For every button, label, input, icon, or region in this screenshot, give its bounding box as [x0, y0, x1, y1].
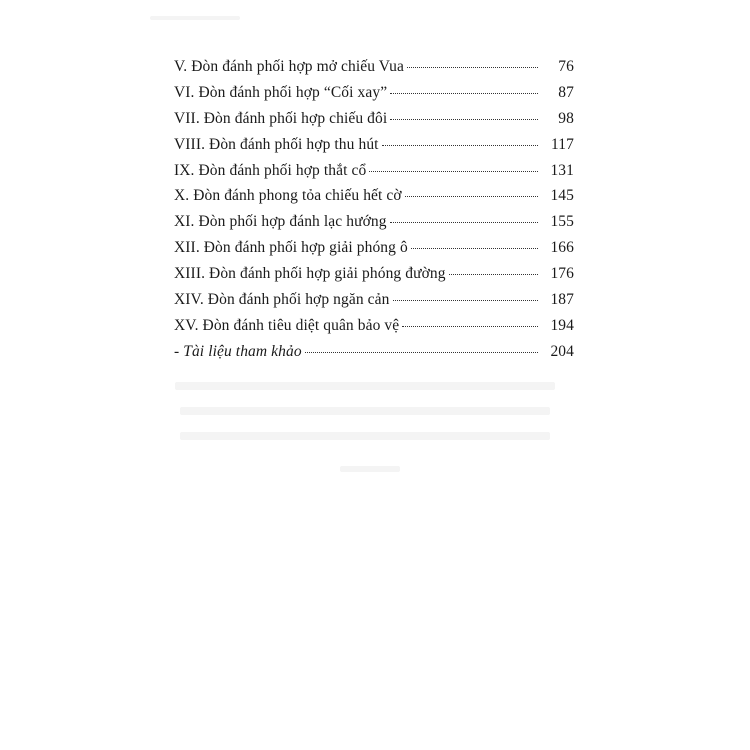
dot-leader	[390, 93, 538, 94]
toc-entry-page-number: 145	[550, 187, 574, 205]
toc-entry	[174, 239, 574, 265]
dot-leader	[305, 352, 538, 353]
dot-leader	[390, 119, 538, 120]
toc-entry	[174, 110, 574, 136]
toc-entry-title: V. Đòn đánh phối hợp mở chiếu Vua	[174, 58, 405, 75]
dot-leader	[390, 222, 538, 223]
show-through-mark	[180, 407, 550, 415]
toc-entry-title: - Tài liệu tham khảo	[174, 342, 302, 360]
toc-entry	[174, 291, 574, 317]
toc-entry	[174, 58, 574, 84]
toc-entry-page-number: 166	[550, 239, 574, 257]
dot-leader	[407, 67, 538, 68]
toc-entry-page-number: 204	[550, 342, 574, 360]
toc-entry-title: XIV. Đòn đánh phối hợp ngăn cản	[174, 291, 390, 309]
toc-entry-page-number: 194	[550, 316, 574, 334]
toc-entry-page-number: 187	[550, 291, 574, 309]
dot-leader	[393, 300, 539, 301]
toc-entry-page-number: 98	[558, 109, 574, 127]
toc-entry-title: VIII. Đòn đánh phối hợp thu hút	[174, 135, 379, 153]
show-through-mark	[175, 382, 555, 390]
toc-entry-title: X. Đòn đánh phong tỏa chiếu hết cờ	[174, 187, 402, 205]
toc-entry-page-number: 131	[550, 161, 574, 179]
toc-entry	[174, 317, 574, 343]
table-of-contents	[174, 58, 574, 369]
toc-entry	[174, 162, 574, 188]
toc-entry-page-number: 117	[551, 135, 574, 153]
toc-entry	[174, 213, 574, 239]
toc-entry-page-number: 76	[558, 58, 574, 75]
toc-entry	[174, 84, 574, 110]
show-through-mark	[340, 466, 400, 472]
toc-entry-title: IX. Đòn đánh phối hợp thắt cổ	[174, 161, 367, 179]
toc-entry	[174, 187, 574, 213]
show-through-mark	[150, 16, 240, 20]
dot-leader	[405, 196, 538, 197]
toc-entry-page-number: 155	[550, 213, 574, 231]
dot-leader	[382, 145, 538, 146]
dot-leader	[411, 248, 538, 249]
toc-entry-title: XV. Đòn đánh tiêu diệt quân bảo vệ	[174, 316, 400, 334]
toc-entry-title: VI. Đòn đánh phối hợp “Cối xay”	[174, 83, 388, 101]
toc-entry	[174, 343, 574, 369]
toc-entry-title: XI. Đòn phối hợp đánh lạc hướng	[174, 213, 387, 231]
toc-entry-title: VII. Đòn đánh phối hợp chiếu đôi	[174, 109, 388, 127]
dot-leader	[402, 326, 538, 327]
toc-entry-title: XII. Đòn đánh phối hợp giải phóng ô	[174, 239, 408, 257]
dot-leader	[449, 274, 538, 275]
toc-entry-title: XIII. Đòn đánh phối hợp giải phóng đường	[174, 265, 446, 283]
toc-entry	[174, 265, 574, 291]
toc-entry-page-number: 176	[550, 265, 574, 283]
toc-entry-page-number: 87	[558, 83, 574, 101]
toc-entry	[174, 136, 574, 162]
show-through-mark	[180, 432, 550, 440]
dot-leader	[369, 171, 538, 172]
